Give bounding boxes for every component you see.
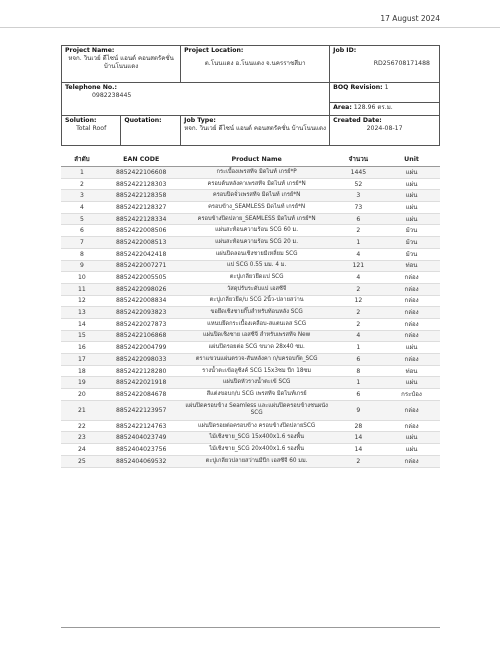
project-name-cell: [62, 46, 181, 83]
row-ean-code: 8852422005505: [103, 272, 180, 284]
row-unit: แผ่น: [383, 342, 440, 354]
row-unit: ม้วน: [383, 237, 440, 249]
row-index: 16: [61, 342, 103, 354]
row-index: 10: [61, 272, 103, 284]
row-ean-code: 8852422008513: [103, 237, 180, 249]
solution-value: Total Roof: [76, 125, 107, 132]
row-index: 19: [61, 377, 103, 389]
row-ean-code: 8852404023756: [103, 444, 180, 456]
table-row: [61, 400, 440, 420]
header-product-name: Product Name: [180, 152, 334, 167]
row-unit: แผ่น: [383, 377, 440, 389]
row-unit: แผ่น: [383, 202, 440, 214]
table-row: [61, 225, 440, 237]
row-quantity: 14: [334, 432, 383, 444]
row-ean-code: 8852422123957: [103, 400, 180, 420]
row-ean-code: 8852422021918: [103, 377, 180, 389]
table-row: [61, 307, 440, 319]
row-index: 7: [61, 237, 103, 249]
project-location-label: Project Location:: [184, 47, 244, 54]
table-row: [61, 365, 440, 377]
table-row: [61, 283, 440, 295]
row-quantity: 121: [334, 260, 383, 272]
row-product-name: ตราแขวนแผ่นตรวจ-สันหลังคา ก/บครอบก๊ต_SCG: [180, 354, 334, 366]
row-index: 15: [61, 330, 103, 342]
row-product-name: ตะปูเกลียวปลายสว่านมีปีก เอสซีจี 60 มม.: [180, 455, 334, 467]
row-ean-code: 8852422128327: [103, 202, 180, 214]
row-product-name: แหนบยึดกระเบื้องเคลือบ-สแตนเลส SCG: [180, 318, 334, 330]
boq-revision-label: BOQ Revision:: [333, 84, 383, 91]
header-index: ลำดับ: [61, 152, 103, 167]
header-unit: Unit: [383, 152, 440, 167]
row-index: 3: [61, 190, 103, 202]
row-product-name: รางน้ำตะเข้อลูซิงค์ SCG 15x3ซม ปีก 18ซม: [180, 365, 334, 377]
row-quantity: 1: [334, 342, 383, 354]
row-unit: กล่อง: [383, 318, 440, 330]
row-product-name: แผ่นปิดเชิงชาย เอสซีจี สำหรับเพรสทีจ New: [180, 330, 334, 342]
row-ean-code: 8852422098026: [103, 283, 180, 295]
row-quantity: 6: [334, 213, 383, 225]
row-ean-code: 8852422084678: [103, 389, 180, 401]
row-quantity: 1: [334, 237, 383, 249]
row-index: 9: [61, 260, 103, 272]
header-quantity: จำนวน: [334, 152, 383, 167]
row-unit: กล่อง: [383, 400, 440, 420]
job-type-label: Job Type:: [184, 117, 216, 124]
row-quantity: 1445: [334, 167, 383, 179]
row-unit: กล่อง: [383, 420, 440, 432]
row-unit: กล่อง: [383, 354, 440, 366]
row-quantity: 1: [334, 377, 383, 389]
created-date-cell: [330, 116, 440, 146]
row-product-name: แผ่นปิดรอยต่อ SCG ขนาด 28x40 ซม.: [180, 342, 334, 354]
job-type-value: หจก. วินเวย์ ดีไซน์ แอนด์ คอนสตรัคชั่น บ้านโนนแดง: [184, 125, 327, 132]
row-product-name: ครอบปิดจั่วเพรสทีจ มิดไนท์ เกรย์*N: [180, 190, 334, 202]
row-product-name: แผ่นปิดหัวรางน้ำตะเข้ SCG: [180, 377, 334, 389]
row-index: 23: [61, 432, 103, 444]
row-ean-code: 8852422008834: [103, 295, 180, 307]
row-unit: แผ่น: [383, 444, 440, 456]
footer-divider: [61, 627, 440, 628]
row-index: 22: [61, 420, 103, 432]
row-quantity: 2: [334, 225, 383, 237]
project-location-cell: [181, 46, 330, 83]
quotation-label: Quotation:: [124, 117, 162, 124]
table-row: [61, 342, 440, 354]
row-unit: กล่อง: [383, 330, 440, 342]
project-info-table: [61, 45, 440, 146]
row-product-name: ไม้เชิงชาย_SCG 15x400x1.6 รองพื้น: [180, 432, 334, 444]
project-name-label: Project Name:: [65, 47, 115, 54]
row-ean-code: 8852422106868: [103, 330, 180, 342]
row-ean-code: 8852422124763: [103, 420, 180, 432]
row-ean-code: 8852422042418: [103, 248, 180, 260]
row-unit: แผ่น: [383, 178, 440, 190]
row-index: 13: [61, 307, 103, 319]
row-quantity: 2: [334, 455, 383, 467]
row-index: 24: [61, 444, 103, 456]
table-row: [61, 318, 440, 330]
table-body: [61, 167, 440, 468]
row-unit: แผ่น: [383, 190, 440, 202]
job-id-label: Job ID:: [333, 47, 357, 54]
row-product-name: วัสดุปรับระดับแป เอสซีจี: [180, 283, 334, 295]
row-ean-code: 8852422128280: [103, 365, 180, 377]
table-row: [61, 190, 440, 202]
boq-revision-value: 1: [384, 84, 389, 91]
row-product-name: ครอบต้นหลังคาเพรสทีจ มิดไนท์ เกรย์*N: [180, 178, 334, 190]
row-product-name: กระเบื้องเพรสทีจ มิดไนท์ เกรย์*P: [180, 167, 334, 179]
row-ean-code: 8852422106608: [103, 167, 180, 179]
row-product-name: ครอบข้าง_SEAMLESS มิดไนท์ เกรย์*N: [180, 202, 334, 214]
row-quantity: 6: [334, 354, 383, 366]
row-index: 6: [61, 225, 103, 237]
table-row: [61, 444, 440, 456]
job-type-cell: [181, 116, 330, 146]
row-index: 12: [61, 295, 103, 307]
row-unit: ท่อน: [383, 260, 440, 272]
row-quantity: 9: [334, 400, 383, 420]
row-unit: กระป๋อง: [383, 389, 440, 401]
row-quantity: 52: [334, 178, 383, 190]
row-product-name: แผ่นสะท้อนความร้อน SCG 60 ม.: [180, 225, 334, 237]
row-ean-code: 8852422128334: [103, 213, 180, 225]
row-index: 14: [61, 318, 103, 330]
area-cell: [330, 103, 440, 116]
solution-label: Solution:: [65, 117, 97, 124]
row-quantity: 28: [334, 420, 383, 432]
row-index: 18: [61, 365, 103, 377]
row-quantity: 73: [334, 202, 383, 214]
row-quantity: 4: [334, 330, 383, 342]
table-row: [61, 455, 440, 467]
table-row: [61, 202, 440, 214]
row-index: 21: [61, 400, 103, 420]
row-index: 20: [61, 389, 103, 401]
row-product-name: สีแต่งขอบก/บ SCG เพรสทีจ มิดไนท์เกรย์: [180, 389, 334, 401]
row-quantity: 6: [334, 389, 383, 401]
row-index: 25: [61, 455, 103, 467]
row-unit: แผ่น: [383, 432, 440, 444]
table-row: [61, 389, 440, 401]
row-unit: แผ่น: [383, 167, 440, 179]
table-row: [61, 377, 440, 389]
created-date-value: 2024-08-17: [366, 125, 403, 132]
row-product-name: แผ่นปิดรอยต่อครอบข้าง ครอบข้างปิดปลายSCG: [180, 420, 334, 432]
project-location-value: ต.โนนแดง อ.โนนแดง จ.นครราชสีมา: [204, 60, 306, 67]
table-row: [61, 237, 440, 249]
table-row: [61, 295, 440, 307]
row-product-name: ตะปูเกลียวยึด/บ SCG 2นิ้ว-ปลายสว่าน: [180, 295, 334, 307]
row-quantity: 8: [334, 365, 383, 377]
row-quantity: 3: [334, 190, 383, 202]
row-ean-code: 8852422093823: [103, 307, 180, 319]
telephone-label: Telephone No.:: [65, 84, 118, 91]
row-index: 5: [61, 213, 103, 225]
row-ean-code: 8852422098033: [103, 354, 180, 366]
row-ean-code: 8852404023749: [103, 432, 180, 444]
row-product-name: ไม้เชิงชาย_SCG 20x400x1.6 รองพื้น: [180, 444, 334, 456]
row-quantity: 12: [334, 295, 383, 307]
row-quantity: 2: [334, 307, 383, 319]
row-unit: กล่อง: [383, 295, 440, 307]
solution-cell: [62, 116, 121, 146]
quotation-cell: [121, 116, 181, 146]
boq-items-table: [61, 152, 440, 468]
row-ean-code: 8852404069532: [103, 455, 180, 467]
table-row: [61, 178, 440, 190]
row-quantity: 4: [334, 248, 383, 260]
row-unit: กล่อง: [383, 272, 440, 284]
job-id-cell: [330, 46, 440, 83]
row-ean-code: 8852422007271: [103, 260, 180, 272]
row-product-name: แผ่นปิดครอบข้าง Seamless และแผ่นปิดครอบข้างชนผนัง SCG: [180, 400, 334, 420]
row-ean-code: 8852422128303: [103, 178, 180, 190]
header-ean-code: EAN CODE: [103, 152, 180, 167]
row-ean-code: 8852422008506: [103, 225, 180, 237]
row-ean-code: 8852422027873: [103, 318, 180, 330]
table-row: [61, 260, 440, 272]
table-row: [61, 248, 440, 260]
row-product-name: ครอบข้างปิดปลาย_SEAMLESS มิดไนท์ เกรย์*N: [180, 213, 334, 225]
row-index: 8: [61, 248, 103, 260]
row-ean-code: 8852422128358: [103, 190, 180, 202]
row-product-name: ตะปูเกลียวยึดแป SCG: [180, 272, 334, 284]
document-date: 17 August 2024: [380, 14, 440, 23]
table-row: [61, 213, 440, 225]
row-unit: ท่อน: [383, 365, 440, 377]
table-row: [61, 272, 440, 284]
table-row: [61, 330, 440, 342]
row-index: 1: [61, 167, 103, 179]
row-unit: แผ่น: [383, 213, 440, 225]
row-unit: กล่อง: [383, 307, 440, 319]
row-unit: กล่อง: [383, 455, 440, 467]
row-unit: กล่อง: [383, 283, 440, 295]
row-unit: ม้วน: [383, 248, 440, 260]
row-product-name: แผ่นปิดลอนเชิงชายมีเหลี่ยม SCG: [180, 248, 334, 260]
boq-revision-cell: [330, 83, 440, 103]
area-label: Area:: [333, 104, 352, 111]
header-divider: [0, 27, 500, 28]
telephone-cell: [62, 83, 330, 116]
row-ean-code: 8852422004799: [103, 342, 180, 354]
row-product-name: แป SCG 0.55 มม. 4 ม.: [180, 260, 334, 272]
telephone-value: 0982238445: [92, 92, 132, 99]
row-index: 11: [61, 283, 103, 295]
row-unit: ม้วน: [383, 225, 440, 237]
row-quantity: 14: [334, 444, 383, 456]
table-row: [61, 420, 440, 432]
row-index: 17: [61, 354, 103, 366]
row-product-name: แผ่นสะท้อนความร้อน SCG 20 ม.: [180, 237, 334, 249]
table-header-row: [61, 152, 440, 167]
row-index: 4: [61, 202, 103, 214]
row-quantity: 4: [334, 272, 383, 284]
row-product-name: ขอยึดเชิงชายกิ๊บสำหรับท้อนหลัง SCG: [180, 307, 334, 319]
job-id-value: RD256708171488: [373, 60, 430, 67]
row-quantity: 2: [334, 318, 383, 330]
created-date-label: Created Date:: [333, 117, 382, 124]
project-name-value: หจก. วินเวย์ ดีไซน์ แอนด์ คอนสตรัคชั่น บ้านโนนแดง: [68, 55, 174, 70]
row-index: 2: [61, 178, 103, 190]
table-row: [61, 432, 440, 444]
row-quantity: 2: [334, 283, 383, 295]
table-row: [61, 354, 440, 366]
area-value: 128.96 ตร.ม.: [353, 104, 393, 111]
table-row: [61, 167, 440, 179]
